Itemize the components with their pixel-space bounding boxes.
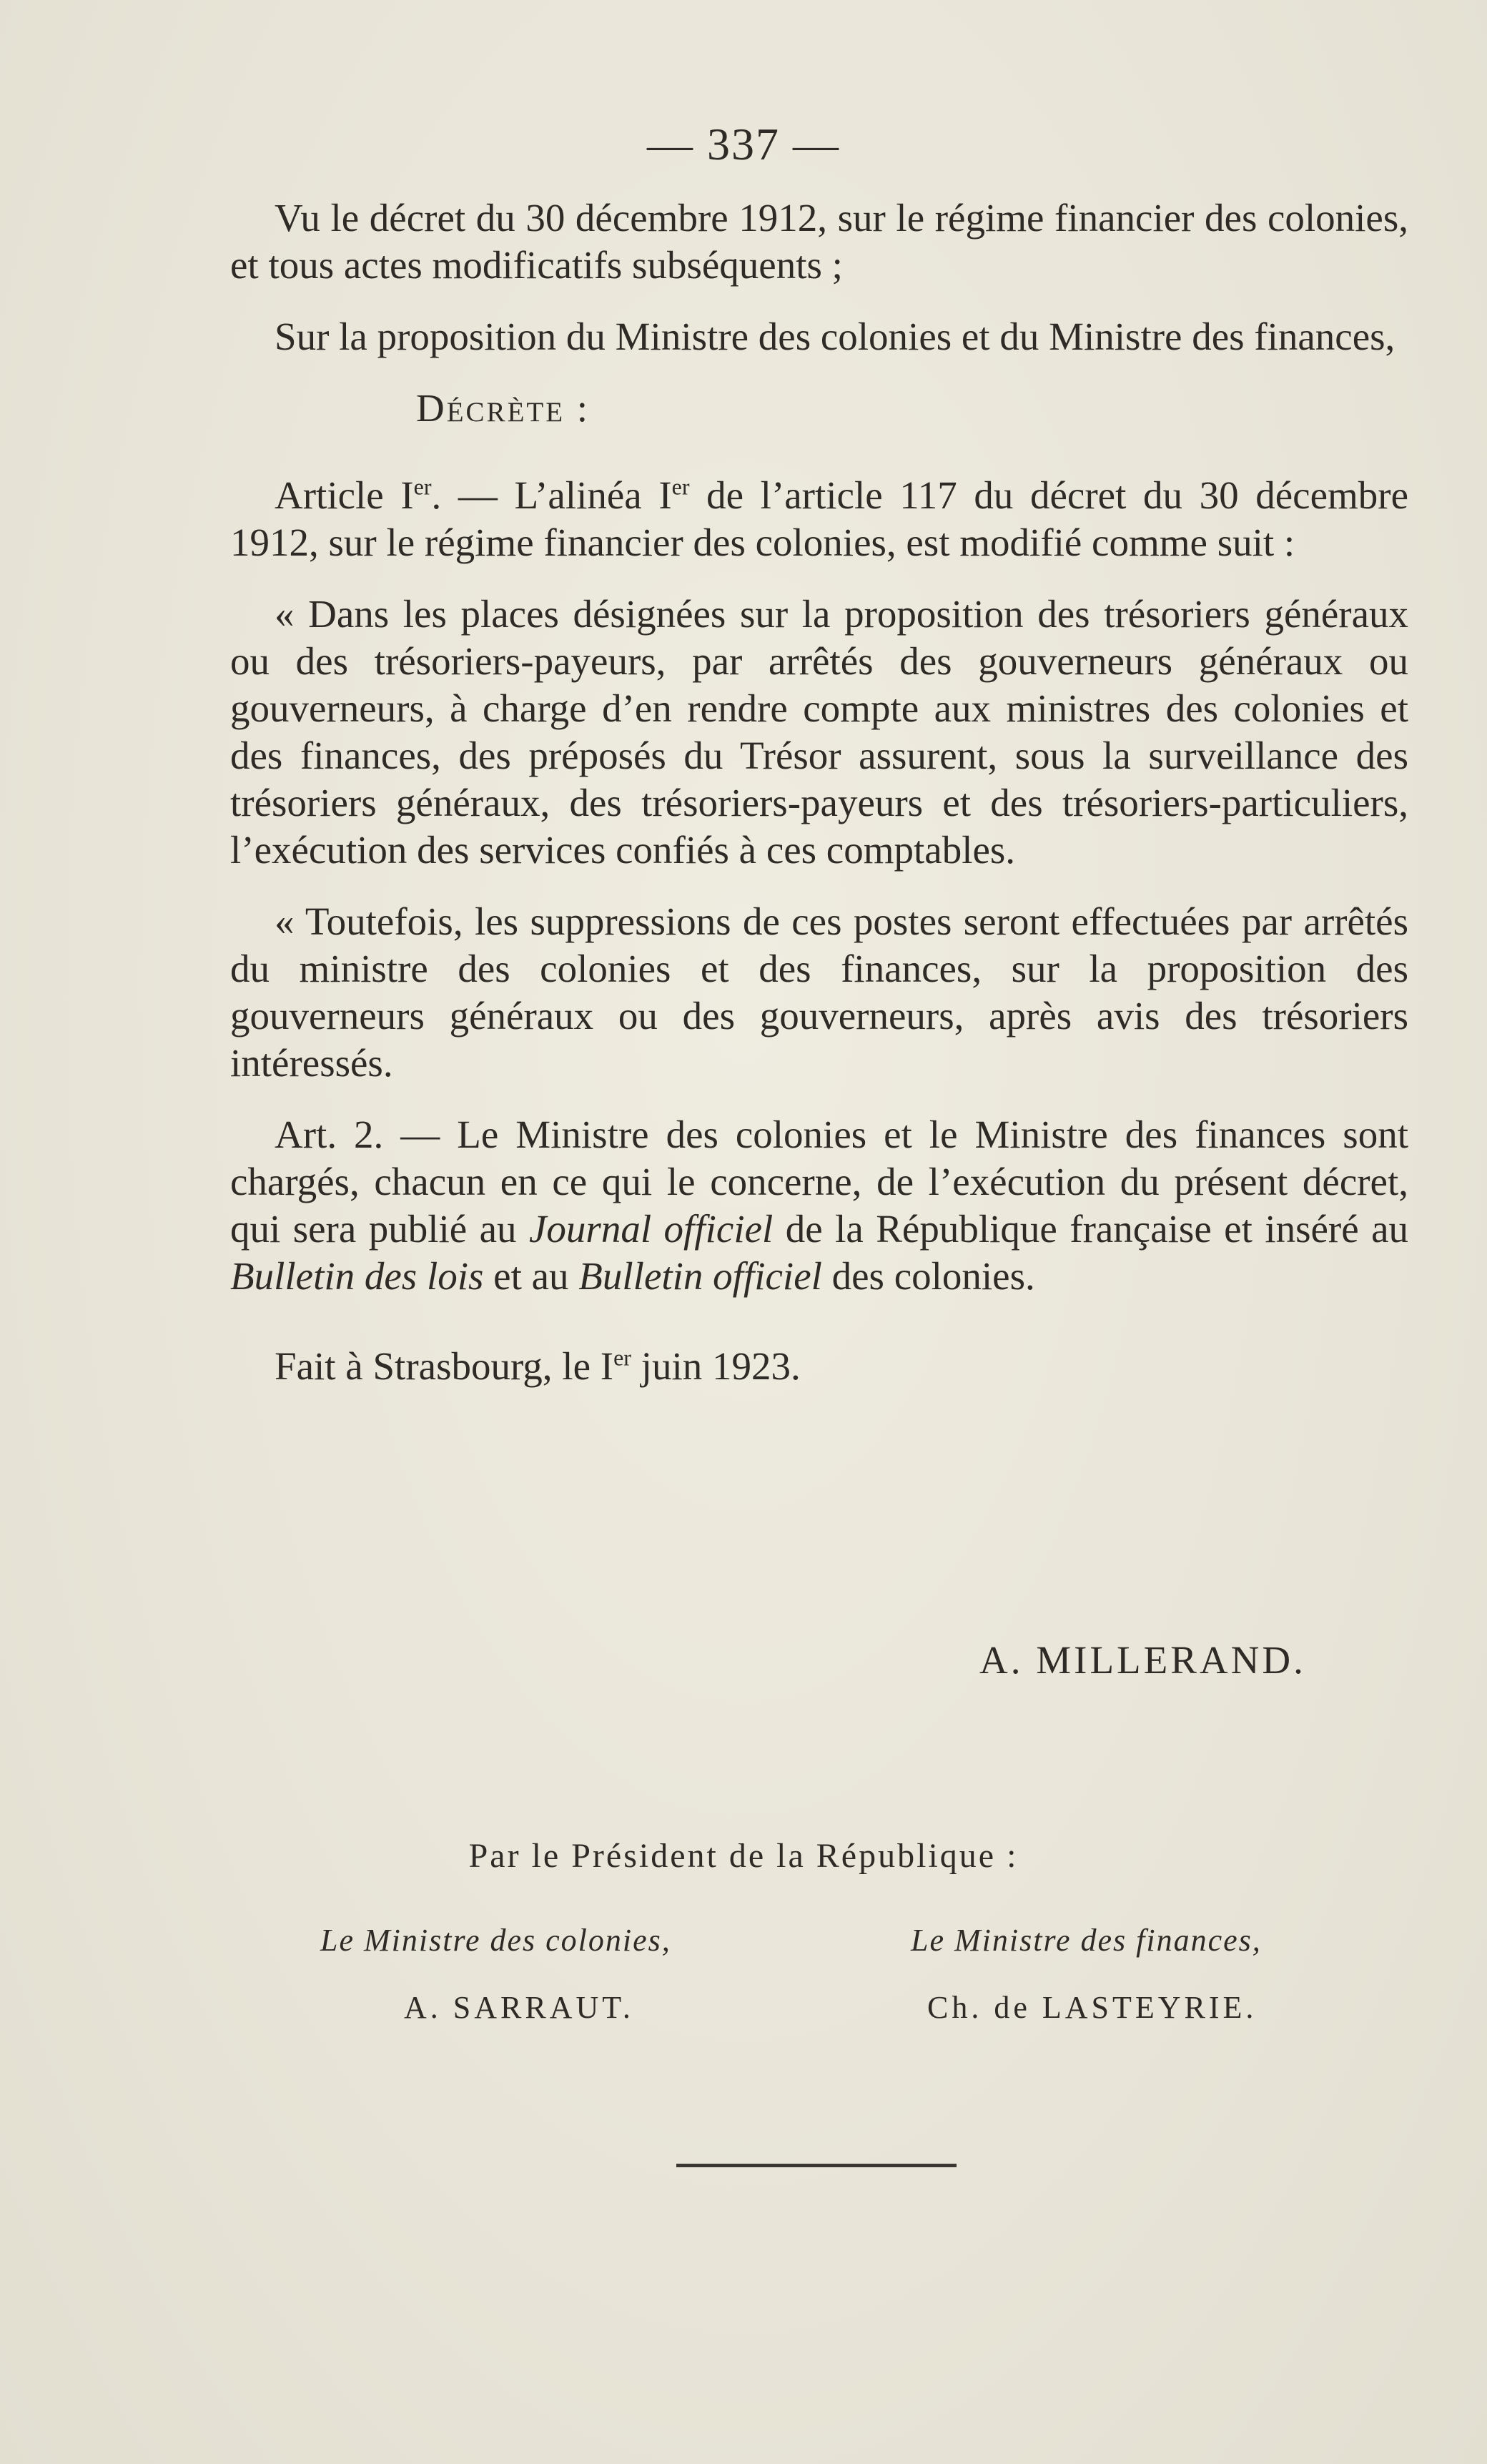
article-1-text-b: de l’article 117 du décret du 30 décembre 1912, sur le régime financier des colonies, est modifié comme suit : xyxy=(230,473,1408,564)
closing-rule-divider xyxy=(676,2164,957,2167)
paragraph-vu: Vu le décret du 30 décembre 1912, sur le régime financier des colonies, et tous actes modificatifs subséquents ; xyxy=(230,196,1408,287)
paragraph-proposition: Sur la proposition du Ministre des colonies et du Ministre des finances, xyxy=(275,315,1395,358)
decree-body xyxy=(230,194,1408,1414)
article-1-label: Article I xyxy=(275,473,414,517)
fait-a-line xyxy=(230,1343,1408,1390)
article-2 xyxy=(230,1111,1408,1300)
president-signature: A. MILLERAND. xyxy=(979,1638,1306,1682)
minister-colonies-title: Le Ministre des colonies, xyxy=(320,1923,671,1958)
article-1 xyxy=(230,472,1408,566)
article-2-text-b: de la République française et inséré au xyxy=(773,1207,1409,1251)
quote-paragraph-1: « Dans les places désignées sur la proposition des trésoriers généraux ou des trésoriers-payeurs, par arrêtés des gouverneurs généraux ou gouverneurs, à charge d’en rendre compte aux ministres des colonies et des finances, des préposés du Trésor assurent, sous la surveillance des trésoriers généraux, des trésoriers-payeurs et des trésoriers-particuliers, l’exécution des services confiés à ces comptables. xyxy=(230,592,1408,872)
fait-text-b: juin 1923. xyxy=(631,1344,801,1388)
article-1-sup: er xyxy=(413,473,432,500)
article-2-text-a: Art. 2. — Le Ministre des colonies et le Ministre des finances sont chargés, chacun en ce qui le concerne, de l’exécution du présent décret, qui sera publié au xyxy=(230,1113,1408,1251)
article-2-text-c: et au xyxy=(483,1254,579,1298)
decrete-heading: Décrète : xyxy=(416,386,591,430)
article-2-text-d: des colonies. xyxy=(821,1254,1035,1298)
fait-sup: er xyxy=(613,1344,631,1371)
fait-text-a: Fait à Strasbourg, le I xyxy=(275,1344,614,1388)
page-number: — 337 — xyxy=(647,119,840,169)
president-line: Par le Président de la République : xyxy=(468,1837,1019,1875)
article-1-text-a: . — L’alinéa I xyxy=(431,473,672,517)
article-1-sup2: er xyxy=(671,473,690,500)
minister-finances-name: Ch. de LASTEYRIE. xyxy=(927,1990,1258,2025)
bulletin-officiel-title: Bulletin officiel xyxy=(578,1254,822,1298)
minister-colonies-name: A. SARRAUT. xyxy=(404,1990,634,2025)
minister-finances-title: Le Ministre des finances, xyxy=(911,1923,1262,1958)
journal-officiel-title: Journal officiel xyxy=(529,1207,774,1251)
bulletin-des-lois-title: Bulletin des lois xyxy=(230,1254,484,1298)
quote-paragraph-2: « Toutefois, les suppressions de ces postes seront effectuées par arrêtés du ministre des colonies et des finances, sur la proposition des gouverneurs généraux ou des gouverneurs, après avis des trésoriers intéressés. xyxy=(230,900,1408,1085)
